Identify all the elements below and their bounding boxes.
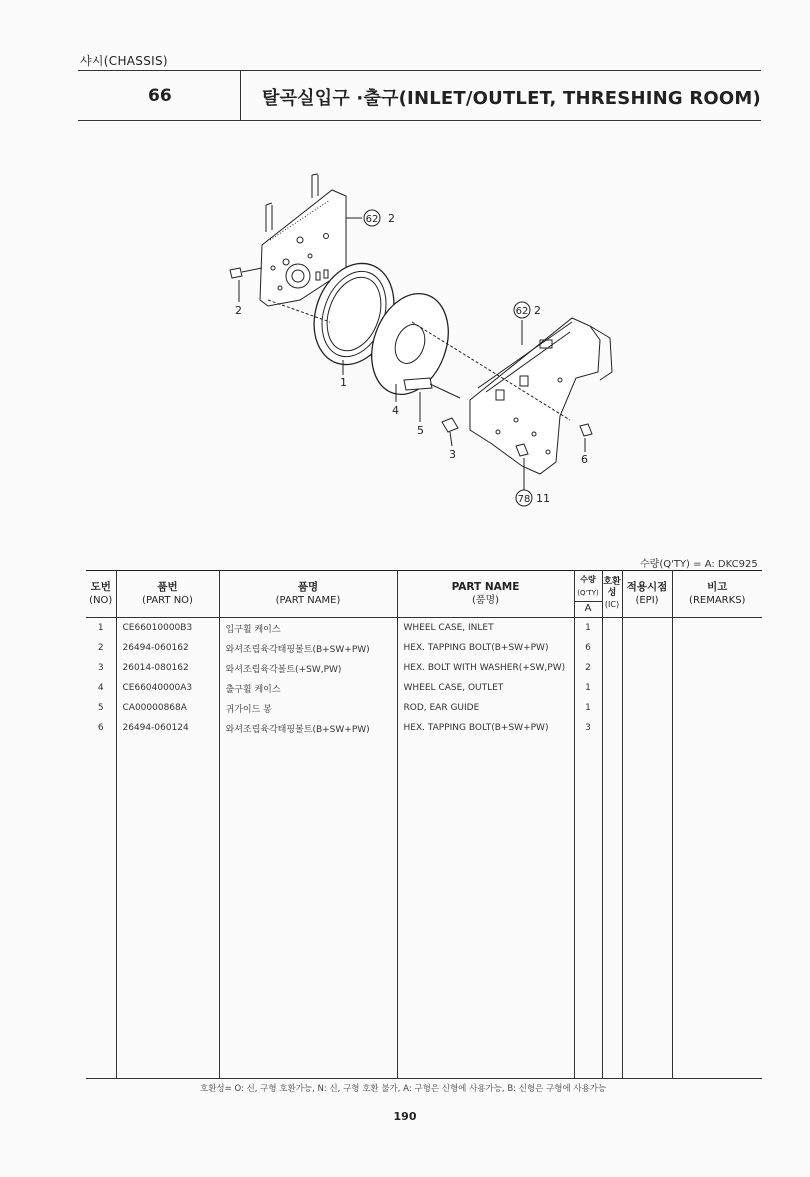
table-header-row: [86, 571, 762, 618]
cell-name-kr: 와셔조립육각태핑볼트(B+SW+PW): [219, 718, 397, 738]
part-label-6: 6: [581, 453, 588, 466]
group-number: 66: [148, 86, 172, 106]
cell-qty: 1: [574, 618, 602, 639]
callout-qty-1: 2: [388, 212, 395, 225]
cell-part-no: CE66010000B3: [116, 618, 219, 639]
header-qty: 수량 (Q'TY) A: [574, 571, 602, 618]
cell-name-en: WHEEL CASE, INLET: [397, 618, 574, 639]
cell-qty: 2: [574, 658, 602, 678]
callout-qty-3: 11: [536, 492, 550, 505]
cell-epi: [622, 638, 672, 658]
table-row: [86, 678, 762, 698]
cell-remarks: [672, 658, 762, 678]
header-part-name: 품명 (PART NAME): [219, 571, 397, 618]
cell-name-en: HEX. TAPPING BOLT(B+SW+PW): [397, 718, 574, 738]
ear-guide-rod: [404, 378, 432, 390]
compatibility-footnote: 호환성= O: 신, 구형 호환가능, N: 신, 구형 호환 불가, A: 구형은 신형에 사용가능, B: 신형은 구형에 사용가능: [200, 1084, 607, 1094]
table-empty-space: [86, 738, 762, 1079]
cell-part-no: CE66040000A3: [116, 678, 219, 698]
table-row: [86, 638, 762, 658]
page-number: 190: [393, 1110, 417, 1123]
cell-no: 6: [97, 723, 104, 733]
part-label-5: 5: [417, 424, 424, 437]
cell-ic: [602, 618, 622, 639]
cell-name-en: HEX. TAPPING BOLT(B+SW+PW): [397, 638, 574, 658]
cell-epi: [622, 658, 672, 678]
cell-remarks: [672, 638, 762, 658]
cell-qty: 3: [574, 718, 602, 738]
cell-remarks: [672, 618, 762, 639]
cell-name-en: ROD, EAR GUIDE: [397, 698, 574, 718]
cell-ic: [602, 698, 622, 718]
cell-no: 4: [97, 683, 104, 693]
header-part-name-en: PART NAME (품명): [397, 571, 574, 618]
cell-name-kr: 와셔조립육각태핑볼트(B+SW+PW): [219, 638, 397, 658]
part-label-4: 4: [392, 404, 399, 417]
header-ic: 호환성 (IC): [602, 571, 622, 618]
header-no: 도번 (NO): [89, 581, 113, 606]
callout-qty-2: 2: [534, 304, 541, 317]
cell-no: 5: [97, 703, 104, 713]
cell-name-kr: 와셔조립육각볼트(+SW,PW): [219, 658, 397, 678]
header-epi: 적용시점 (EPI): [622, 571, 672, 618]
cell-part-no: 26494-060162: [116, 638, 219, 658]
table-row: [86, 658, 762, 678]
exploded-parts-diagram: [0, 0, 810, 540]
header-part-no: 품번 (PART NO): [116, 571, 219, 618]
callout-ref-2: 62: [515, 306, 529, 317]
callout-ref-1: 62: [365, 214, 379, 225]
parts-table: [86, 570, 762, 1079]
group-title: 탈곡실입구 ·출구(INLET/OUTLET, THRESHING ROOM): [262, 88, 761, 109]
cell-ic: [602, 658, 622, 678]
cell-epi: [622, 718, 672, 738]
table-row: [86, 698, 762, 718]
part-label-1: 1: [340, 376, 347, 389]
cell-no: 3: [97, 663, 104, 673]
cell-name-kr: 출구휠 케이스: [219, 678, 397, 698]
cell-part-no: 26014-080162: [116, 658, 219, 678]
cell-name-en: HEX. BOLT WITH WASHER(+SW,PW): [397, 658, 574, 678]
part-label-3: 3: [449, 448, 456, 461]
cell-epi: [622, 618, 672, 639]
cell-ic: [602, 638, 622, 658]
cell-ic: [602, 718, 622, 738]
part-label-2: 2: [235, 304, 242, 317]
cell-qty: 6: [574, 638, 602, 658]
cell-qty: 1: [574, 698, 602, 718]
cell-epi: [622, 678, 672, 698]
cell-name-kr: 귀가이드 봉: [219, 698, 397, 718]
callout-ref-3: 78: [517, 494, 531, 505]
quantity-note: 수량(Q'TY) = A: DKC925: [640, 559, 758, 570]
cell-name-kr: 입구휠 케이스: [219, 618, 397, 639]
cell-remarks: [672, 678, 762, 698]
outlet-bracket-assembly: [470, 318, 600, 474]
cell-part-no: 26494-060124: [116, 718, 219, 738]
cell-qty: 1: [574, 678, 602, 698]
bolt-part-2: [230, 268, 242, 278]
header-remarks: 비고 (REMARKS): [672, 571, 762, 618]
table-row: [86, 718, 762, 738]
cell-no: 1: [97, 623, 104, 633]
cell-remarks: [672, 698, 762, 718]
cell-epi: [622, 698, 672, 718]
cell-part-no: CA00000868A: [116, 698, 219, 718]
bolt-part-3: [442, 418, 458, 432]
cell-ic: [602, 678, 622, 698]
section-label: 샤시(CHASSIS): [80, 54, 168, 68]
cell-name-en: WHEEL CASE, OUTLET: [397, 678, 574, 698]
cell-remarks: [672, 718, 762, 738]
table-row: [86, 618, 762, 639]
cell-no: 2: [97, 643, 104, 653]
